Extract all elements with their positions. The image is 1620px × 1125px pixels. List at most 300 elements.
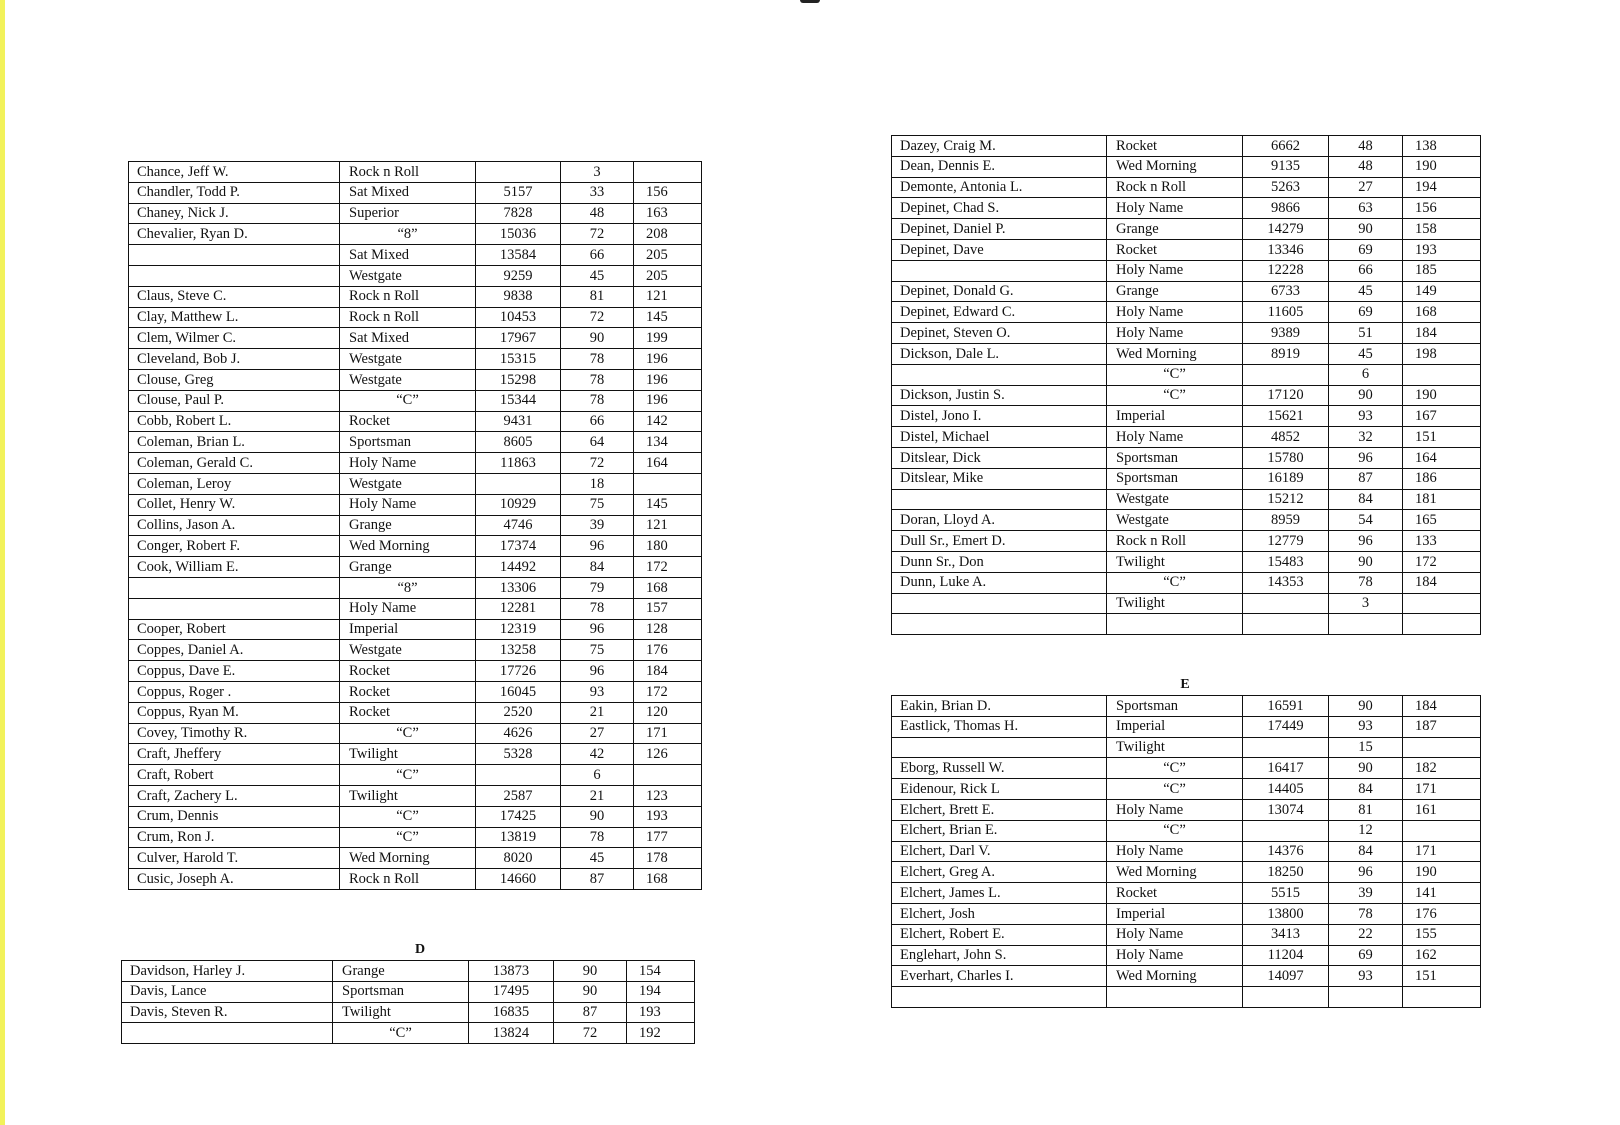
bowler-name-cell: Craft, Robert bbox=[129, 765, 340, 786]
league-cell: “C” bbox=[340, 827, 476, 848]
games-cell: 90 bbox=[554, 981, 627, 1002]
table-row bbox=[129, 265, 702, 286]
bowler-name-cell: Coppes, Daniel A. bbox=[129, 640, 340, 661]
total-pins-cell: 15212 bbox=[1243, 489, 1329, 510]
bowler-name-cell: Cusic, Joseph A. bbox=[129, 869, 340, 890]
table-row bbox=[892, 406, 1481, 427]
table-row bbox=[129, 765, 702, 786]
bowler-name-cell: Eastlick, Thomas H. bbox=[892, 716, 1107, 737]
league-cell: Sportsman bbox=[333, 981, 469, 1002]
league-cell: “C” bbox=[333, 1023, 469, 1044]
bowler-name-cell: Dunn Sr., Don bbox=[892, 551, 1107, 572]
bowler-name-cell: Elchert, James L. bbox=[892, 883, 1107, 904]
games-cell: 48 bbox=[1329, 136, 1403, 157]
total-pins-cell: 15621 bbox=[1243, 406, 1329, 427]
bowler-name-cell: Ditslear, Mike bbox=[892, 468, 1107, 489]
average-cell: 161 bbox=[1403, 799, 1481, 820]
bowler-name-cell: Chaney, Nick J. bbox=[129, 203, 340, 224]
bowler-name-cell: Culver, Harold T. bbox=[129, 848, 340, 869]
total-pins-cell: 14660 bbox=[476, 869, 561, 890]
games-cell: 72 bbox=[554, 1023, 627, 1044]
games-cell: 90 bbox=[561, 328, 634, 349]
league-cell: Twilight bbox=[1107, 593, 1243, 614]
table-row bbox=[892, 447, 1481, 468]
league-cell: Superior bbox=[340, 203, 476, 224]
games-cell: 84 bbox=[561, 557, 634, 578]
league-cell: Twilight bbox=[1107, 551, 1243, 572]
games-cell: 48 bbox=[1329, 156, 1403, 177]
total-pins-cell: 9431 bbox=[476, 411, 561, 432]
average-cell bbox=[634, 473, 702, 494]
table-row bbox=[892, 799, 1481, 820]
bowler-name-cell: Dean, Dennis E. bbox=[892, 156, 1107, 177]
table-row bbox=[129, 473, 702, 494]
average-cell: 190 bbox=[1403, 862, 1481, 883]
table-row bbox=[892, 177, 1481, 198]
average-cell: 168 bbox=[1403, 302, 1481, 323]
total-pins-cell: 6733 bbox=[1243, 281, 1329, 302]
table-row bbox=[892, 820, 1481, 841]
average-cell: 145 bbox=[634, 494, 702, 515]
games-cell: 78 bbox=[561, 827, 634, 848]
table-row bbox=[892, 716, 1481, 737]
average-cell: 184 bbox=[1403, 696, 1481, 717]
total-pins-cell: 15483 bbox=[1243, 551, 1329, 572]
table-row bbox=[892, 136, 1481, 157]
table-row bbox=[892, 364, 1481, 385]
total-pins-cell: 9389 bbox=[1243, 323, 1329, 344]
average-cell: 199 bbox=[634, 328, 702, 349]
total-pins-cell: 16045 bbox=[476, 681, 561, 702]
bowler-name-cell: Covey, Timothy R. bbox=[129, 723, 340, 744]
average-cell: 208 bbox=[634, 224, 702, 245]
league-cell: Grange bbox=[340, 515, 476, 536]
average-cell: 120 bbox=[634, 702, 702, 723]
league-cell: Westgate bbox=[340, 349, 476, 370]
total-pins-cell: 4746 bbox=[476, 515, 561, 536]
average-cell: 133 bbox=[1403, 531, 1481, 552]
total-pins-cell: 13346 bbox=[1243, 239, 1329, 260]
games-cell: 3 bbox=[561, 162, 634, 183]
league-cell: “C” bbox=[1107, 572, 1243, 593]
league-cell: Westgate bbox=[340, 640, 476, 661]
average-cell: 193 bbox=[1403, 239, 1481, 260]
games-cell: 22 bbox=[1329, 924, 1403, 945]
league-cell: Holy Name bbox=[340, 453, 476, 474]
total-pins-cell: 12228 bbox=[1243, 260, 1329, 281]
total-pins-cell: 17967 bbox=[476, 328, 561, 349]
league-cell: Twilight bbox=[340, 744, 476, 765]
games-cell: 78 bbox=[561, 390, 634, 411]
total-pins-cell: 11863 bbox=[476, 453, 561, 474]
league-cell: Wed Morning bbox=[1107, 862, 1243, 883]
total-pins-cell: 5515 bbox=[1243, 883, 1329, 904]
games-cell: 69 bbox=[1329, 302, 1403, 323]
league-cell: Holy Name bbox=[1107, 799, 1243, 820]
average-cell: 165 bbox=[1403, 510, 1481, 531]
league-cell: Westgate bbox=[1107, 489, 1243, 510]
games-cell: 45 bbox=[561, 848, 634, 869]
average-cell: 193 bbox=[634, 806, 702, 827]
average-cell: 205 bbox=[634, 265, 702, 286]
bowler-name-cell: Depinet, Steven O. bbox=[892, 323, 1107, 344]
bowler-name-cell: Cleveland, Bob J. bbox=[129, 349, 340, 370]
total-pins-cell bbox=[1243, 737, 1329, 758]
league-cell: Imperial bbox=[340, 619, 476, 640]
league-cell: Sat Mixed bbox=[340, 182, 476, 203]
games-cell: 69 bbox=[1329, 239, 1403, 260]
average-cell: 182 bbox=[1403, 758, 1481, 779]
league-cell: Wed Morning bbox=[1107, 343, 1243, 364]
bowler-name-cell: Elchert, Brett E. bbox=[892, 799, 1107, 820]
league-cell: Westgate bbox=[340, 265, 476, 286]
total-pins-cell: 13074 bbox=[1243, 799, 1329, 820]
table-row bbox=[892, 572, 1481, 593]
average-cell: 167 bbox=[1403, 406, 1481, 427]
bowler-name-cell: Elchert, Darl V. bbox=[892, 841, 1107, 862]
league-cell: Rocket bbox=[340, 702, 476, 723]
games-cell: 90 bbox=[561, 806, 634, 827]
league-cell: “8” bbox=[340, 224, 476, 245]
average-cell bbox=[1403, 614, 1481, 635]
table-row bbox=[129, 619, 702, 640]
average-cell bbox=[1403, 820, 1481, 841]
league-cell: Sat Mixed bbox=[340, 245, 476, 266]
bowler-name-cell: Davidson, Harley J. bbox=[122, 961, 333, 982]
games-cell: 6 bbox=[1329, 364, 1403, 385]
games-cell: 96 bbox=[561, 536, 634, 557]
average-cell: 158 bbox=[1403, 219, 1481, 240]
average-cell: 190 bbox=[1403, 385, 1481, 406]
table-row bbox=[129, 245, 702, 266]
average-cell: 184 bbox=[1403, 323, 1481, 344]
games-cell: 63 bbox=[1329, 198, 1403, 219]
table-row bbox=[892, 343, 1481, 364]
bowler-name-cell bbox=[892, 987, 1107, 1008]
table-row bbox=[892, 758, 1481, 779]
table-row bbox=[129, 536, 702, 557]
games-cell: 90 bbox=[1329, 219, 1403, 240]
games-cell: 18 bbox=[561, 473, 634, 494]
total-pins-cell: 9866 bbox=[1243, 198, 1329, 219]
bowler-name-cell bbox=[122, 1023, 333, 1044]
games-cell: 84 bbox=[1329, 779, 1403, 800]
games-cell: 90 bbox=[1329, 758, 1403, 779]
table-row bbox=[892, 531, 1481, 552]
average-cell: 176 bbox=[634, 640, 702, 661]
games-cell: 45 bbox=[1329, 343, 1403, 364]
league-cell: Westgate bbox=[340, 369, 476, 390]
table-row bbox=[892, 966, 1481, 987]
games-cell: 6 bbox=[561, 765, 634, 786]
average-cell: 142 bbox=[634, 411, 702, 432]
league-cell: Sportsman bbox=[340, 432, 476, 453]
table-row bbox=[129, 702, 702, 723]
average-cell: 171 bbox=[1403, 841, 1481, 862]
table-row bbox=[892, 614, 1481, 635]
games-cell: 87 bbox=[1329, 468, 1403, 489]
bowler-name-cell: Clem, Wilmer C. bbox=[129, 328, 340, 349]
games-cell: 78 bbox=[561, 369, 634, 390]
total-pins-cell: 16591 bbox=[1243, 696, 1329, 717]
total-pins-cell: 13584 bbox=[476, 245, 561, 266]
total-pins-cell: 13800 bbox=[1243, 903, 1329, 924]
games-cell: 72 bbox=[561, 224, 634, 245]
average-cell: 157 bbox=[634, 598, 702, 619]
table-row bbox=[129, 827, 702, 848]
bowler-name-cell bbox=[892, 593, 1107, 614]
bowler-name-cell: Doran, Lloyd A. bbox=[892, 510, 1107, 531]
total-pins-cell: 15780 bbox=[1243, 447, 1329, 468]
league-cell: “C” bbox=[1107, 364, 1243, 385]
bowler-name-cell: Conger, Robert F. bbox=[129, 536, 340, 557]
games-cell: 48 bbox=[561, 203, 634, 224]
games-cell: 51 bbox=[1329, 323, 1403, 344]
table-row bbox=[129, 869, 702, 890]
table-row bbox=[129, 744, 702, 765]
table-row bbox=[892, 551, 1481, 572]
bowler-name-cell: Coleman, Brian L. bbox=[129, 432, 340, 453]
league-cell: Sat Mixed bbox=[340, 328, 476, 349]
games-cell: 90 bbox=[1329, 551, 1403, 572]
table-row bbox=[892, 468, 1481, 489]
league-cell: “C” bbox=[1107, 758, 1243, 779]
table-row bbox=[892, 841, 1481, 862]
games-cell bbox=[1329, 614, 1403, 635]
average-cell: 172 bbox=[1403, 551, 1481, 572]
league-cell: Holy Name bbox=[1107, 427, 1243, 448]
average-cell: 185 bbox=[1403, 260, 1481, 281]
total-pins-cell: 12779 bbox=[1243, 531, 1329, 552]
total-pins-cell: 17374 bbox=[476, 536, 561, 557]
average-cell: 134 bbox=[634, 432, 702, 453]
average-cell: 193 bbox=[627, 1002, 695, 1023]
total-pins-cell: 10453 bbox=[476, 307, 561, 328]
table-row bbox=[129, 203, 702, 224]
section-heading-e: E bbox=[1180, 677, 1190, 692]
average-cell bbox=[1403, 364, 1481, 385]
league-cell: Rocket bbox=[1107, 883, 1243, 904]
league-cell: “C” bbox=[340, 390, 476, 411]
games-cell: 66 bbox=[561, 411, 634, 432]
games-cell: 87 bbox=[554, 1002, 627, 1023]
average-cell: 198 bbox=[1403, 343, 1481, 364]
total-pins-cell: 15315 bbox=[476, 349, 561, 370]
league-cell: Rocket bbox=[340, 661, 476, 682]
table-row bbox=[892, 427, 1481, 448]
total-pins-cell: 18250 bbox=[1243, 862, 1329, 883]
right-roster-table bbox=[891, 135, 1481, 635]
table-row bbox=[892, 281, 1481, 302]
bowler-name-cell: Elchert, Greg A. bbox=[892, 862, 1107, 883]
games-cell: 75 bbox=[561, 640, 634, 661]
games-cell: 33 bbox=[561, 182, 634, 203]
league-cell: “8” bbox=[340, 577, 476, 598]
bowler-name-cell: Distel, Michael bbox=[892, 427, 1107, 448]
league-cell: Westgate bbox=[1107, 510, 1243, 531]
average-cell: 164 bbox=[1403, 447, 1481, 468]
games-cell: 72 bbox=[561, 453, 634, 474]
games-cell: 90 bbox=[554, 961, 627, 982]
table-row bbox=[129, 848, 702, 869]
table-row bbox=[129, 286, 702, 307]
league-cell: Twilight bbox=[333, 1002, 469, 1023]
games-cell: 54 bbox=[1329, 510, 1403, 531]
league-cell: Westgate bbox=[340, 473, 476, 494]
left-roster-table bbox=[128, 161, 702, 890]
bowler-name-cell: Elchert, Brian E. bbox=[892, 820, 1107, 841]
total-pins-cell: 14405 bbox=[1243, 779, 1329, 800]
bowler-name-cell bbox=[892, 614, 1107, 635]
total-pins-cell: 14376 bbox=[1243, 841, 1329, 862]
league-cell: “C” bbox=[1107, 820, 1243, 841]
games-cell: 64 bbox=[561, 432, 634, 453]
average-cell: 121 bbox=[634, 286, 702, 307]
games-cell: 39 bbox=[561, 515, 634, 536]
bowler-name-cell: Eakin, Brian D. bbox=[892, 696, 1107, 717]
average-cell: 145 bbox=[634, 307, 702, 328]
bowler-name-cell: Dunn, Luke A. bbox=[892, 572, 1107, 593]
games-cell: 93 bbox=[561, 681, 634, 702]
league-cell: Holy Name bbox=[340, 598, 476, 619]
bowler-name-cell: Depinet, Chad S. bbox=[892, 198, 1107, 219]
games-cell: 96 bbox=[1329, 531, 1403, 552]
table-row bbox=[892, 987, 1481, 1008]
table-row bbox=[129, 577, 702, 598]
average-cell: 138 bbox=[1403, 136, 1481, 157]
average-cell: 194 bbox=[1403, 177, 1481, 198]
left-roster-table-d bbox=[121, 960, 695, 1044]
average-cell: 155 bbox=[1403, 924, 1481, 945]
league-cell: Wed Morning bbox=[1107, 966, 1243, 987]
games-cell: 45 bbox=[561, 265, 634, 286]
total-pins-cell: 17495 bbox=[469, 981, 554, 1002]
league-cell: Holy Name bbox=[340, 494, 476, 515]
league-cell: Holy Name bbox=[1107, 323, 1243, 344]
bowler-name-cell: Depinet, Edward C. bbox=[892, 302, 1107, 323]
total-pins-cell: 15344 bbox=[476, 390, 561, 411]
total-pins-cell: 15298 bbox=[476, 369, 561, 390]
table-row bbox=[892, 924, 1481, 945]
league-cell: Wed Morning bbox=[1107, 156, 1243, 177]
games-cell: 69 bbox=[1329, 945, 1403, 966]
total-pins-cell: 5263 bbox=[1243, 177, 1329, 198]
total-pins-cell: 8020 bbox=[476, 848, 561, 869]
bowler-name-cell: Chandler, Todd P. bbox=[129, 182, 340, 203]
section-heading-d: D bbox=[414, 942, 426, 957]
table-row bbox=[892, 302, 1481, 323]
total-pins-cell: 10929 bbox=[476, 494, 561, 515]
league-cell: “C” bbox=[340, 806, 476, 827]
table-row bbox=[892, 239, 1481, 260]
games-cell: 81 bbox=[1329, 799, 1403, 820]
league-cell: Rocket bbox=[1107, 136, 1243, 157]
average-cell: 177 bbox=[634, 827, 702, 848]
average-cell: 168 bbox=[634, 577, 702, 598]
average-cell: 156 bbox=[1403, 198, 1481, 219]
total-pins-cell: 11605 bbox=[1243, 302, 1329, 323]
league-cell: Sportsman bbox=[1107, 468, 1243, 489]
league-cell: Sportsman bbox=[1107, 696, 1243, 717]
total-pins-cell: 9838 bbox=[476, 286, 561, 307]
games-cell: 90 bbox=[1329, 385, 1403, 406]
games-cell: 81 bbox=[561, 286, 634, 307]
total-pins-cell: 14279 bbox=[1243, 219, 1329, 240]
bowler-name-cell: Dazey, Craig M. bbox=[892, 136, 1107, 157]
league-cell: Grange bbox=[340, 557, 476, 578]
average-cell: 192 bbox=[627, 1023, 695, 1044]
total-pins-cell: 2587 bbox=[476, 785, 561, 806]
average-cell: 163 bbox=[634, 203, 702, 224]
total-pins-cell: 17120 bbox=[1243, 385, 1329, 406]
league-cell: Imperial bbox=[1107, 716, 1243, 737]
games-cell: 96 bbox=[561, 661, 634, 682]
games-cell: 79 bbox=[561, 577, 634, 598]
table-row bbox=[129, 307, 702, 328]
total-pins-cell: 4626 bbox=[476, 723, 561, 744]
league-cell: Holy Name bbox=[1107, 260, 1243, 281]
table-row bbox=[129, 453, 702, 474]
average-cell: 184 bbox=[1403, 572, 1481, 593]
total-pins-cell: 14097 bbox=[1243, 966, 1329, 987]
games-cell: 90 bbox=[1329, 696, 1403, 717]
table-row bbox=[892, 903, 1481, 924]
table-row bbox=[129, 494, 702, 515]
table-row bbox=[129, 224, 702, 245]
games-cell: 27 bbox=[561, 723, 634, 744]
total-pins-cell: 8959 bbox=[1243, 510, 1329, 531]
bowler-name-cell: Everhart, Charles I. bbox=[892, 966, 1107, 987]
bowler-name-cell bbox=[892, 737, 1107, 758]
bowler-name-cell bbox=[129, 265, 340, 286]
games-cell: 3 bbox=[1329, 593, 1403, 614]
games-cell bbox=[1329, 987, 1403, 1008]
table-row bbox=[892, 489, 1481, 510]
total-pins-cell bbox=[1243, 820, 1329, 841]
total-pins-cell: 17449 bbox=[1243, 716, 1329, 737]
average-cell: 205 bbox=[634, 245, 702, 266]
league-cell bbox=[1107, 614, 1243, 635]
average-cell bbox=[634, 162, 702, 183]
table-row bbox=[129, 661, 702, 682]
total-pins-cell bbox=[1243, 593, 1329, 614]
bowler-name-cell: Dickson, Dale L. bbox=[892, 343, 1107, 364]
average-cell: 151 bbox=[1403, 427, 1481, 448]
games-cell: 66 bbox=[561, 245, 634, 266]
total-pins-cell bbox=[1243, 364, 1329, 385]
games-cell: 96 bbox=[1329, 447, 1403, 468]
table-row bbox=[129, 785, 702, 806]
average-cell: 180 bbox=[634, 536, 702, 557]
games-cell: 45 bbox=[1329, 281, 1403, 302]
bowler-name-cell: Coleman, Leroy bbox=[129, 473, 340, 494]
games-cell: 93 bbox=[1329, 966, 1403, 987]
table-row bbox=[129, 515, 702, 536]
bowler-name-cell: Dickson, Justin S. bbox=[892, 385, 1107, 406]
average-cell: 164 bbox=[634, 453, 702, 474]
league-cell: Wed Morning bbox=[340, 848, 476, 869]
bowler-name-cell: Clouse, Paul P. bbox=[129, 390, 340, 411]
bowler-name-cell: Eborg, Russell W. bbox=[892, 758, 1107, 779]
total-pins-cell: 6662 bbox=[1243, 136, 1329, 157]
table-row bbox=[122, 1023, 695, 1044]
games-cell: 93 bbox=[1329, 406, 1403, 427]
average-cell bbox=[1403, 987, 1481, 1008]
total-pins-cell: 17726 bbox=[476, 661, 561, 682]
league-cell: Sportsman bbox=[1107, 447, 1243, 468]
total-pins-cell bbox=[476, 162, 561, 183]
average-cell: 196 bbox=[634, 390, 702, 411]
